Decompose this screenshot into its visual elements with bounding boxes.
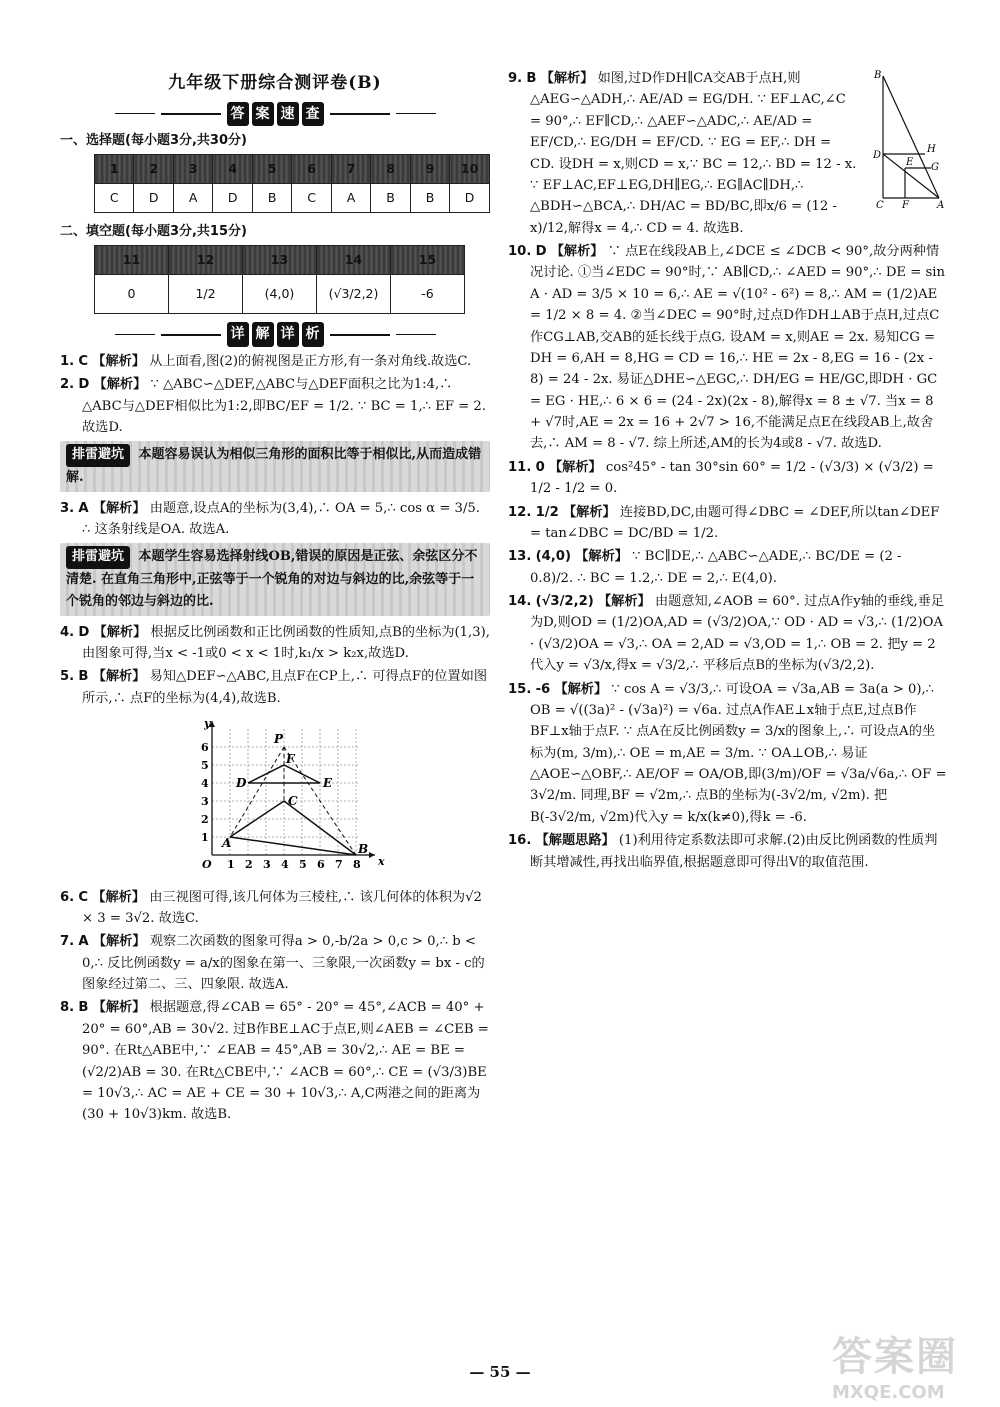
fb-answer: -6 xyxy=(391,275,465,314)
fb-answer: (4,0) xyxy=(243,275,317,314)
point-label: P xyxy=(274,732,284,747)
y-tick: 2 xyxy=(201,813,209,827)
fb-num: 14 xyxy=(317,246,391,275)
fb-number-row xyxy=(95,246,465,275)
mc-num: 4 xyxy=(213,155,252,184)
mc-answer: B xyxy=(410,184,449,213)
mc-num: 10 xyxy=(450,155,490,184)
mc-answer: D xyxy=(134,184,173,213)
coordinate-grid-figure xyxy=(190,715,390,875)
x-tick: 1 xyxy=(227,858,235,872)
axis-x-label: x xyxy=(378,855,385,869)
fig9-label: H xyxy=(927,144,936,155)
mc-num: 7 xyxy=(331,155,370,184)
point-label: B xyxy=(358,842,369,857)
point-label: D xyxy=(236,776,247,791)
explanation-item: 6. C 【解析】 由三视图可得,该几何体为三棱柱,∴ 该几何体的体积为√2 × 3 = 3√2. 故选C. xyxy=(60,889,482,926)
explanation-item: 12. 1/2 【解析】 连接BD,DC,由题可得∠DBC = ∠DEF,所以tan∠DEF = tan∠DBC = DC/BD = 1/2. xyxy=(508,504,940,541)
x-tick: 6 xyxy=(317,858,325,872)
banner-answers xyxy=(60,102,490,127)
mc-answer: B xyxy=(252,184,291,213)
banner-char: 查 xyxy=(302,102,324,127)
fig9-label: F xyxy=(902,200,909,210)
origin-label: O xyxy=(202,858,212,872)
fig9-label: G xyxy=(931,162,939,173)
fb-answer-table xyxy=(94,245,465,314)
warning-label: 排雷避坑 xyxy=(66,546,130,568)
mc-answer: A xyxy=(331,184,370,213)
banner-char: 案 xyxy=(252,102,274,127)
banner-char: 解 xyxy=(252,322,274,347)
explanation-item: 2. D 【解析】 ∵ △ABC∽△DEF,△ABC与△DEF面积之比为1:4,∴ △ABC与△DEF相似比为1:2,即BC/EF = 1/2. ∵ BC = 1,∴ EF = 2. 故选D. xyxy=(60,377,487,436)
explanation-item: 11. 0 【解析】 cos²45° - tan 30°sin 60° = 1/2 - (√3/3) × (√3/2) = 1/2 - 1/2 = 0. xyxy=(508,459,934,497)
warning-text: 本题学生容易选择射线OB,错误的原因是正弦、余弦区分不清楚. 在直角三角形中,正弦等于一个锐角的对边与斜边的比,余弦等于一个锐角的邻边与斜边的比. xyxy=(66,549,478,609)
mc-num: 5 xyxy=(252,155,291,184)
banner-char: 详 xyxy=(277,322,299,347)
page-title: 九年级下册综合测评卷(B) xyxy=(168,73,382,93)
explanation-item: 7. A 【解析】 观察二次函数的图象可得a > 0,-b/2a > 0,c > 0,∴ b < 0,∴ 反比例函数y = a/x的图象在第一、三象限,一次函数y = bx - c的图象经过第二、三、四象限. 故选A. xyxy=(60,934,485,993)
mc-answer: C xyxy=(95,184,134,213)
fig9-label: C xyxy=(876,200,884,210)
fig9-label: B xyxy=(874,70,882,81)
mc-num: 2 xyxy=(134,155,173,184)
banner-explanations xyxy=(60,322,490,347)
mc-num: 3 xyxy=(173,155,212,184)
y-tick: 5 xyxy=(201,759,209,773)
explanation-item: 5. B 【解析】 易知△DEF∽△ABC,且点F在CP上,∴ 可得点F的位置如图所示,∴ 点F的坐标为(4,4),故选B. xyxy=(60,669,488,706)
fb-answer: 1/2 xyxy=(169,275,243,314)
banner-char: 析 xyxy=(302,322,324,347)
x-tick: 4 xyxy=(281,858,289,872)
mc-num: 9 xyxy=(410,155,449,184)
fig9-label: E xyxy=(906,157,914,168)
y-tick: 3 xyxy=(201,795,209,809)
explanation-item: 16. 【解题思路】 (1)利用待定系数法即可求解.(2)由反比例函数的性质判断其增减性,再找出临界值,根据题意即可得出V的取值范围. xyxy=(508,833,938,870)
explanation-item: 10. D 【解析】 ∵ 点E在线段AB上,∠DCE ≤ ∠DCB < 90°,故分两种情况讨论. ①当∠EDC = 90°时,∵ AB∥CD,∴ ∠AED = 90°,∴ DE = sin A · AD = 3/5 × 10 = 6,∴ AE = √(10² - 6²) = 8,∴ AM = (1/2)AE = 1/2 × 8 = 4. ②当∠DEC = 90°时,过点D作DH⊥AB于点H,过点C作CG⊥AB,交AB的延长线于点G. 设AM = x,则AE = 2x. 易知CG = DH = 6,AH = 8,HG = CD = 16,∴ HE = 2x - 8,EG = 16 - (2x - 8) = 24 - 2x. 易证△DHE∽△EGC,∴ DH/EG = HE/GC,即DH · GC = EG · HE,∴ 6 × 6 = (24 - 2x)(2x - 8),解得x = 8 ± √7. 当x = 8 + √7时,AE = 2x = 16 + 2√7 > 16,不能满足点E在线段AB上,故舍去,∴ AM = 8 - √7. 综上所述,AM的长为4或8 - √7. 故选D. xyxy=(508,244,945,452)
mc-number-row xyxy=(95,155,490,184)
y-tick: 4 xyxy=(201,777,209,791)
mc-answer: B xyxy=(371,184,410,213)
mc-num: 8 xyxy=(371,155,410,184)
explanation-item: 3. A 【解析】 由题意,设点A的坐标为(3,4),∴ OA = 5,∴ cos α = 3/5. ∴ 这条射线是OA. 故选A. xyxy=(60,500,480,538)
warning-box xyxy=(60,543,490,615)
y-tick: 6 xyxy=(201,741,209,755)
banner-char: 答 xyxy=(227,102,249,127)
fb-num: 12 xyxy=(169,246,243,275)
point-label: F xyxy=(286,752,295,767)
left-column xyxy=(60,60,490,1128)
explanation-item: 1. C 【解析】 从上面看,图(2)的俯视图是正方形,有一条对角线.故选C. xyxy=(60,353,472,369)
mc-answer-table xyxy=(94,154,490,213)
mc-answer: A xyxy=(173,184,212,213)
x-tick: 5 xyxy=(299,858,307,872)
watermark-url: MXQE.COM xyxy=(832,1382,945,1403)
explanation-item: 13. (4,0) 【解析】 ∵ BC∥DE,∴ △ABC∽△ADE,∴ BC/DE = (2 - 0.8)/2. ∴ BC = 1.2,∴ DE = 2,∴ E(4,0). xyxy=(508,549,902,586)
explanation-item: 9. B 【解析】 如图,过D作DH∥CA交AB于点H,则△AEG∽△ADH,∴ AE/AD = EG/DH. ∵ EF⊥AC,∠C = 90°,∴ EF∥CD,∴ △AEF∽△ADC,∴ AE/AD = EF/CD,∴ EG/DH = EF/CD. ∵ EG = EF,∴ DH = CD. 设DH = x,则CD = x,∵ BC = 12,∴ BD = 12 - x. ∵ EF⊥AC,EF⊥EG,DH∥EG,∴ EG∥AC∥DH,∴ △BDH∽△BCA,∴ DH/AC = BD/BC,即x/6 = (12 - x)/12,解得x = 4,∴ CD = 4. 故选B. xyxy=(508,71,857,236)
y-tick: 1 xyxy=(201,831,209,845)
banner-char: 详 xyxy=(227,322,249,347)
watermark-logo xyxy=(832,1325,982,1403)
page-number: — 55 — xyxy=(469,1363,531,1381)
point-label: E xyxy=(323,776,333,791)
explanation-item: 4. D 【解析】 根据反比例函数和正比例函数的性质知,点B的坐标为(1,3),由图象可得,当x < -1或0 < x < 1时,k₁/x > k₂x,故选D. xyxy=(60,624,490,662)
mc-num: 6 xyxy=(292,155,331,184)
mc-section-title: 一、选择题(每小题3分,共30分) xyxy=(60,133,247,149)
mc-answer: D xyxy=(450,184,490,213)
x-tick: 8 xyxy=(353,858,361,872)
mc-answer-row xyxy=(95,184,490,213)
mc-num: 1 xyxy=(95,155,134,184)
x-tick: 2 xyxy=(245,858,253,872)
warning-text: 本题容易误认为相似三角形的面积比等于相似比,从而造成错解. xyxy=(66,447,482,485)
explanation-item: 15. -6 【解析】 ∵ cos A = √3/3,∴ 可设OA = √3a,AB = 3a(a > 0),∴ OB = √((3a)² - (√3a)²) = √6a. 过点A作AE⊥x轴于点E,过点B作BF⊥x轴于点F. ∵ 点A在反比例函数y = 3/x的图象上,∴ 可设点A的坐标为(m, 3/m),∴ OE = m,AE = 3/m. ∵ OA⊥OB,∴ 易证△AOE∽△OBF,∴ AE/OF = OA/OB,即(3/m)/OF = √3a/√6a,∴ OF = 3√2/m. 同理,BF = √2m,∴ 点B的坐标为(-3√2/m, √2m). 把B(-3√2/m, √2m)代入y = k/x(k≠0),得k = -6. xyxy=(508,681,947,825)
x-tick: 7 xyxy=(335,858,343,872)
x-tick: 3 xyxy=(263,858,271,872)
watermark-text: 答案圈 xyxy=(832,1334,958,1380)
fb-answer: (√3/2,2) xyxy=(317,275,391,314)
mc-answer: C xyxy=(292,184,331,213)
fig9-label: A xyxy=(937,200,945,210)
point-label: A xyxy=(222,836,232,851)
warning-label: 排雷避坑 xyxy=(66,444,130,466)
fb-num: 11 xyxy=(95,246,169,275)
fb-section-title: 二、填空题(每小题3分,共15分) xyxy=(60,224,247,240)
fb-num: 13 xyxy=(243,246,317,275)
warning-box xyxy=(60,441,490,491)
explanation-item: 14. (√3/2,2) 【解析】 由题意知,∠AOB = 60°. 过点A作y轴的垂线,垂足为D,则OD = (1/2)OA,AD = (√3/2)OA,∵ OD · AD = √3,∴ (1/2)OA · (√3/2)OA = √3,∴ OA = 2,AD = √3,OD = 1,∴ OB = 2. 把y = 2代入y = √3/x,得x = √3/2,∴ 平移后点B的坐标为(√3/2,2). xyxy=(508,594,945,674)
fb-answer-row xyxy=(95,275,465,314)
mc-answer: D xyxy=(213,184,252,213)
axis-y-label: y xyxy=(204,717,211,731)
fig9-label: D xyxy=(873,150,882,161)
fb-answer: 0 xyxy=(95,275,169,314)
right-column xyxy=(508,68,948,875)
fb-num: 15 xyxy=(391,246,465,275)
banner-char: 速 xyxy=(277,102,299,127)
explanation-item: 8. B 【解析】 根据题意,得∠CAB = 65° - 20° = 45°,∠ACB = 40° + 20° = 60°,AB = 30√2. 过B作BE⊥AC于点E,则∠AEB = ∠CEB = 90°. 在Rt△ABE中,∵ ∠EAB = 45°,AB = 30√2,∴ AE = BE = (√2/2)AB = 30. 在Rt△CBE中,∵ ∠ACB = 60°,∴ CE = (√3/3)BE = 10√3,∴ AC = AE + CE = 30 + 10√3,∴ A,C两港之间的距离为(30 + 10√3)km. 故选B. xyxy=(60,1000,489,1123)
point-label: C xyxy=(288,794,298,809)
